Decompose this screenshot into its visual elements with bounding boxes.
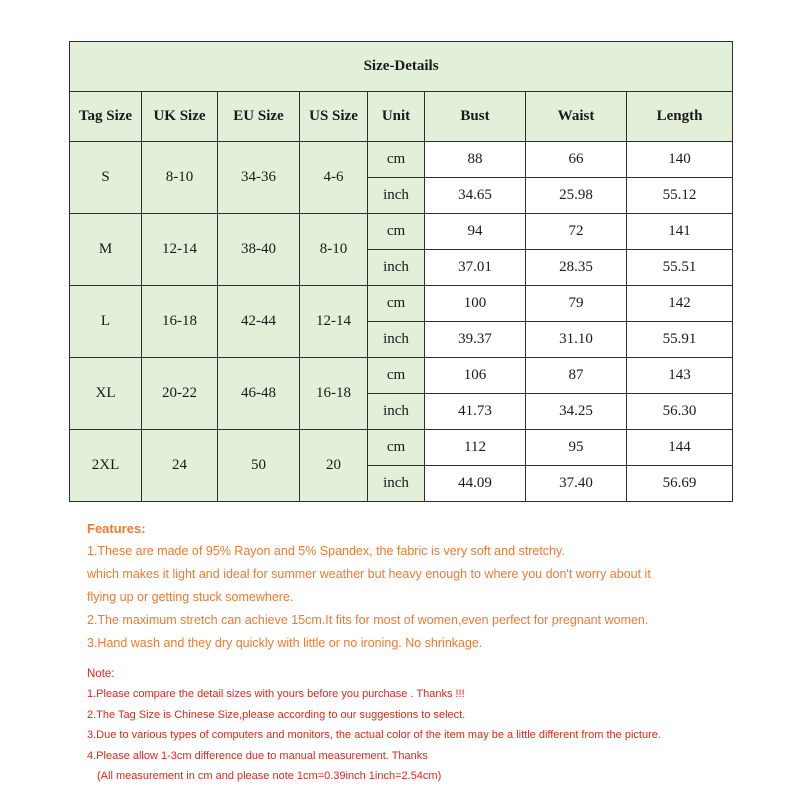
bust-value: 41.73 bbox=[425, 394, 526, 430]
us-size-cell: 8-10 bbox=[300, 214, 368, 286]
uk-size-cell: 20-22 bbox=[142, 358, 218, 430]
tag-size-cell: S bbox=[70, 142, 142, 214]
size-details-table bbox=[69, 41, 733, 502]
length-value: 55.51 bbox=[627, 250, 733, 286]
note-line: 1.Please compare the detail sizes with yours before you purchase . Thanks !!! bbox=[87, 688, 465, 700]
bust-value: 112 bbox=[425, 430, 526, 466]
note-line: (All measurement in cm and please note 1cm=0.39inch 1inch=2.54cm) bbox=[97, 770, 442, 782]
length-value: 144 bbox=[627, 430, 733, 466]
table-row bbox=[70, 430, 733, 466]
us-size-cell: 4-6 bbox=[300, 142, 368, 214]
length-value: 140 bbox=[627, 142, 733, 178]
waist-value: 31.10 bbox=[526, 322, 627, 358]
length-value: 142 bbox=[627, 286, 733, 322]
header-tag-size: Tag Size bbox=[70, 92, 142, 142]
header-bust: Bust bbox=[425, 92, 526, 142]
bust-value: 44.09 bbox=[425, 466, 526, 502]
notes-section bbox=[87, 664, 787, 787]
waist-value: 34.25 bbox=[526, 394, 627, 430]
features-line: 2.The maximum stretch can achieve 15cm.It fits for most of women,even perfect for pregnant women. bbox=[87, 613, 649, 627]
header-length: Length bbox=[627, 92, 733, 142]
us-size-cell: 20 bbox=[300, 430, 368, 502]
uk-size-cell: 16-18 bbox=[142, 286, 218, 358]
waist-value: 25.98 bbox=[526, 178, 627, 214]
features-line: 1.These are made of 95% Rayon and 5% Spandex, the fabric is very soft and stretchy. bbox=[87, 544, 565, 558]
waist-value: 66 bbox=[526, 142, 627, 178]
features-line: 3.Hand wash and they dry quickly with little or no ironing. No shrinkage. bbox=[87, 636, 483, 650]
features-title: Features: bbox=[87, 521, 146, 536]
waist-value: 95 bbox=[526, 430, 627, 466]
us-size-cell: 12-14 bbox=[300, 286, 368, 358]
length-value: 141 bbox=[627, 214, 733, 250]
table-row bbox=[70, 214, 733, 250]
note-line: 3.Due to various types of computers and monitors, the actual color of the item may be a little different from the picture. bbox=[87, 729, 661, 741]
bust-value: 39.37 bbox=[425, 322, 526, 358]
unit-cell: cm bbox=[368, 214, 425, 250]
bust-value: 34.65 bbox=[425, 178, 526, 214]
header-waist: Waist bbox=[526, 92, 627, 142]
uk-size-cell: 24 bbox=[142, 430, 218, 502]
bust-value: 106 bbox=[425, 358, 526, 394]
unit-cell: inch bbox=[368, 178, 425, 214]
uk-size-cell: 12-14 bbox=[142, 214, 218, 286]
unit-cell: cm bbox=[368, 142, 425, 178]
unit-cell: inch bbox=[368, 250, 425, 286]
waist-value: 87 bbox=[526, 358, 627, 394]
note-line: 4.Please allow 1-3cm difference due to manual measurement. Thanks bbox=[87, 749, 428, 762]
features-line: flying up or getting stuck somewhere. bbox=[87, 590, 294, 604]
table-row bbox=[70, 286, 733, 322]
eu-size-cell: 50 bbox=[218, 430, 300, 502]
bust-value: 88 bbox=[425, 142, 526, 178]
note-line: 2.The Tag Size is Chinese Size,please according to our suggestions to select. bbox=[87, 708, 466, 721]
eu-size-cell: 46-48 bbox=[218, 358, 300, 430]
waist-value: 79 bbox=[526, 286, 627, 322]
tag-size-cell: XL bbox=[70, 358, 142, 430]
unit-cell: inch bbox=[368, 322, 425, 358]
tag-size-cell: M bbox=[70, 214, 142, 286]
length-value: 55.12 bbox=[627, 178, 733, 214]
table-row bbox=[70, 142, 733, 178]
unit-cell: cm bbox=[368, 430, 425, 466]
waist-value: 37.40 bbox=[526, 466, 627, 502]
bust-value: 94 bbox=[425, 214, 526, 250]
uk-size-cell: 8-10 bbox=[142, 142, 218, 214]
unit-cell: inch bbox=[368, 394, 425, 430]
features-section bbox=[87, 518, 787, 655]
eu-size-cell: 34-36 bbox=[218, 142, 300, 214]
eu-size-cell: 38-40 bbox=[218, 214, 300, 286]
features-line: which makes it light and ideal for summer weather but heavy enough to where you don't worry about it bbox=[87, 567, 651, 581]
eu-size-cell: 42-44 bbox=[218, 286, 300, 358]
header-unit: Unit bbox=[368, 92, 425, 142]
header-uk-size: UK Size bbox=[142, 92, 218, 142]
notes-title: Note: bbox=[87, 668, 115, 680]
waist-value: 28.35 bbox=[526, 250, 627, 286]
table-row bbox=[70, 358, 733, 394]
tag-size-cell: L bbox=[70, 286, 142, 358]
bust-value: 100 bbox=[425, 286, 526, 322]
length-value: 56.30 bbox=[627, 394, 733, 430]
unit-cell: cm bbox=[368, 286, 425, 322]
length-value: 56.69 bbox=[627, 466, 733, 502]
unit-cell: inch bbox=[368, 466, 425, 502]
header-eu-size: EU Size bbox=[218, 92, 300, 142]
header-us-size: US Size bbox=[300, 92, 368, 142]
length-value: 55.91 bbox=[627, 322, 733, 358]
waist-value: 72 bbox=[526, 214, 627, 250]
unit-cell: cm bbox=[368, 358, 425, 394]
length-value: 143 bbox=[627, 358, 733, 394]
us-size-cell: 16-18 bbox=[300, 358, 368, 430]
table-title: Size-Details bbox=[70, 42, 733, 92]
bust-value: 37.01 bbox=[425, 250, 526, 286]
tag-size-cell: 2XL bbox=[70, 430, 142, 502]
